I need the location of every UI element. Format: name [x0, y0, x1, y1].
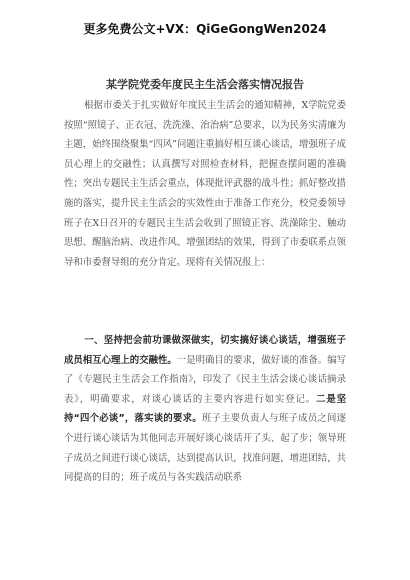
section-one-heading: 一、坚持把会前功课做深做实，切实搞好谈心谈话，增强班子成员相互心理上的交融性。 — [64, 335, 346, 366]
promo-banner: 更多免费公文+VX：QiGeGongWen2024 — [83, 22, 327, 36]
section-one-paragraph — [64, 331, 346, 488]
section-one-text: 一是明确目的要求，做好谈的准备。编写了《专题民主生活会工作指南》，印发了《民主生活会谈心谈话摘录表》，明确要求，对谈心谈话的主要内容进行如实登记。 — [64, 354, 346, 405]
intro-paragraph — [64, 96, 346, 272]
document-title: 某学院党委年度民主生活会落实情况报告 — [106, 78, 304, 91]
section-one-subheading: 二是坚持“四个必谈”，落实谈的要求。 — [64, 393, 346, 425]
section-one-text-continued: 班子主要负责人与班子成员之间逐个进行谈心谈话为其他同志开展好谈心谈话开了头、起了步；领导班子成员之间进行谈心谈话，达到提高认识，找准问题，增进团结，共同提高的目的；班子成员与各实践活动联系 — [64, 413, 346, 484]
intro-paragraph-text: 根据市委关于扎实做好年度民主生活会的通知精神，X学院党委按照“照镜子、正衣冠、洗洗澡、治治病”总要求，以为民务实清廉为主题，始终围绕聚集“四风”问题注重搞好相互谈心谈话，增强班子成员心理上的交融性；认真撰写对照检查材料，把握查摆问题的准确性；突出专题民主生活会重点，体现批评武器的战斗性；抓好整改措施的落实，提升民主生活会的实效性由于准备工作充分，校党委领导班子在X日召开的专题民主生活会收到了照镜正容、洗澡除尘、触动思想、醒脑治病、改进作风、增强团结的效果，得到了市委联系点领导和市委督导组的充分肯定。现将有关情况报上： — [64, 100, 346, 268]
